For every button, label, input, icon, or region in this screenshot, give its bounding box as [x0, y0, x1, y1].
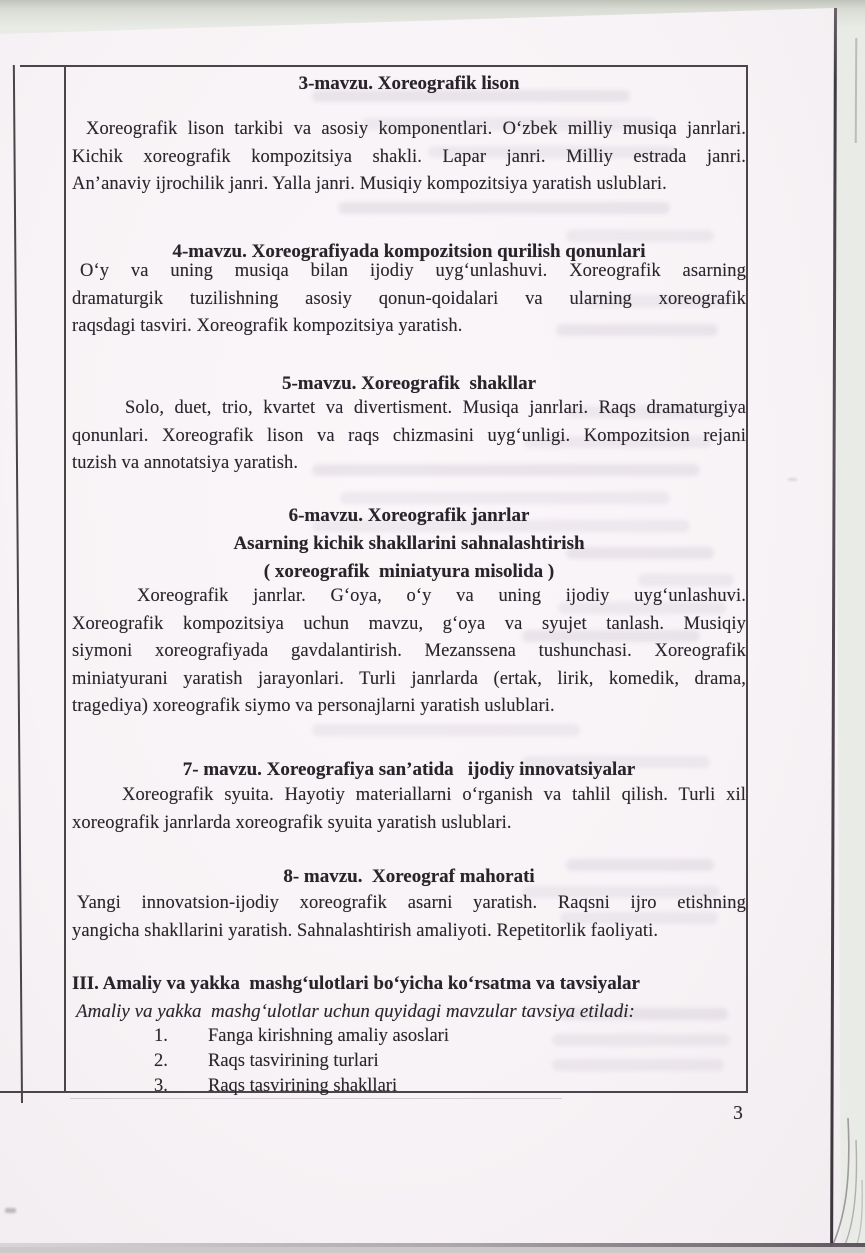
page-stack-edges [818, 1118, 865, 1251]
guidelines-intro: Amaliy va yakka mashg‘ulotlar uchun quyidagi mavzular tavsiya etiladi: [76, 1001, 635, 1022]
list-item-text: Fanga kirishning amaliy asoslari [208, 1026, 449, 1046]
page-edge-faint-line [855, 38, 857, 143]
text-line: miniatyurani yaratish jarayonlari. Turli janrlarda (ertak, lirik, komedik, drama, [72, 668, 746, 689]
text-line: Asarning kichik shakllarini sahnalashtirish [233, 533, 585, 554]
text-line: Xoreografik syuita. Hayotiy materiallarni o‘rganish va tahlil qilish. Turli xil [122, 785, 746, 805]
bleedthrough-line [338, 202, 670, 214]
text-line: 3-mavzu. Xoreografik lison [298, 73, 520, 94]
text-line: 7- mavzu. Xoreografiya san’atida ijodiy innovatsiyalar [182, 759, 636, 780]
scan-smudge [788, 478, 797, 481]
topic-paragraph-3 [72, 116, 746, 199]
table-border-right [746, 65, 748, 1093]
list-item-number: 1. [154, 1026, 168, 1046]
topic-heading-3 [72, 70, 746, 98]
list-item-text: Raqs tasvirining shakllari [208, 1076, 398, 1096]
text-line: tuzish va annotatsiya yaratish. [72, 453, 299, 473]
bleedthrough-line [312, 724, 580, 736]
guidelines-list [72, 1024, 746, 1099]
topic-heading-6 [72, 502, 746, 586]
list-item [72, 1074, 746, 1099]
text-line: 4-mavzu. Xoreografiyada kompozitsion qurilish qonunlari [172, 241, 646, 262]
text-line: Solo, duet, trio, kvartet va divertisment. Musiqa janrlari. Raqs dramaturgiya [125, 398, 746, 418]
list-item [72, 1024, 746, 1049]
text-line: yangicha shakllarini yaratish. Sahnalashtirish amaliyoti. Repetitorlik faoliyati. [72, 920, 659, 941]
text-line: 5-mavzu. Xoreografik shakllar [281, 373, 537, 394]
text-line: Xoreografik janrlar. G‘oya, o‘y va uning ijodiy uyg‘unlashuvi. [137, 586, 746, 606]
list-item-number: 2. [154, 1051, 168, 1071]
text-line: Kichik xoreografik kompozitsiya shakli. Lapar janri. Milliy estrada janri. [72, 146, 746, 167]
text-line: Yangi innovatsion-ijodiy xoreografik asarni yaratish. Raqsni ijro etishning [77, 893, 746, 913]
topic-heading-5 [72, 370, 746, 398]
topic-paragraph-6 [72, 583, 746, 721]
text-line: Xoreografik lison tarkibi va asosiy komponentlari. O‘zbek milliy musiqa janrlari. [86, 119, 746, 139]
topic-heading-7 [72, 756, 746, 784]
guidelines-heading: III. Amaliy va yakka mashg‘ulotlari bo‘yicha ko‘rsatma va tavsiyalar [72, 973, 640, 994]
table-border-top [20, 65, 748, 67]
text-line: ( xoreografik miniatyura misolida ) [263, 561, 555, 582]
text-line: O‘y va uning musiqa bilan ijodiy uyg‘unlashuvi. Xoreografik asarning [80, 261, 746, 281]
table-border-left-inner [64, 65, 66, 1093]
topic-paragraph-4 [72, 258, 746, 341]
topic-paragraph-7 [72, 782, 746, 837]
text-line: siymoni xoreografiyada gavdalantirish. Mezanssena tushunchasi. Xoreografik [72, 641, 746, 661]
text-line: raqsdagi tasviri. Xoreografik kompozitsiya yaratish. [72, 316, 463, 336]
text-line: Xoreografik kompozitsiya uchun mavzu, g‘oya va syujet tanlash. Musiqiy [72, 613, 746, 634]
list-item-text: Raqs tasvirining turlari [208, 1051, 379, 1071]
topic-paragraph-5 [72, 395, 746, 478]
page-number: 3 [733, 1103, 743, 1124]
scanner-bottom-strip [0, 1247, 865, 1253]
text-line: dramaturgik tuzilishning asosiy qonun-qoidalari va ularning xoreografik [72, 288, 746, 309]
scan-smudge [5, 1208, 16, 1213]
text-line: xoreografik janrlarda xoreografik syuita yaratish uslublari. [72, 812, 512, 833]
list-item [72, 1049, 746, 1074]
topic-paragraph-8 [72, 890, 746, 945]
text-line: qonunlari. Xoreografik lison va raqs chizmasini uyg‘unligi. Kompozitsion rejani [72, 425, 746, 446]
text-line: tragediya) xoreografik siymo va personajlarni yaratish uslublari. [72, 696, 555, 716]
text-line: 6-mavzu. Xoreografik janrlar [288, 505, 530, 526]
list-item-number: 3. [154, 1076, 168, 1096]
text-line: An’anaviy ijrochilik janri. Yalla janri. Musiqiy kompozitsiya yaratish uslublari. [72, 174, 667, 194]
text-line: 8- mavzu. Xoreograf mahorati [283, 866, 535, 887]
topic-heading-8 [72, 863, 746, 891]
